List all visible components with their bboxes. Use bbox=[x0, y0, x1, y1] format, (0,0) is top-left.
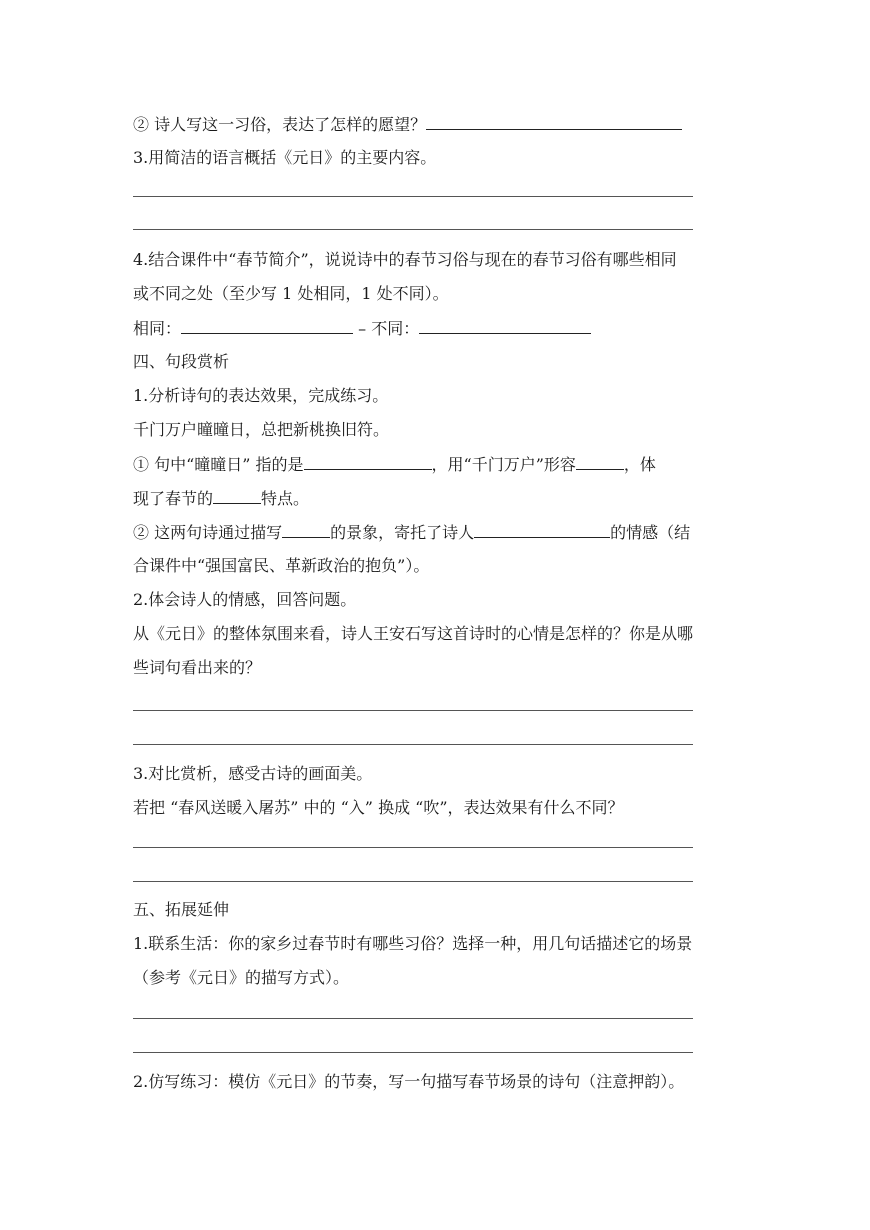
answer-line[interactable] bbox=[133, 710, 693, 711]
question-text: 1.联系生活：你的家乡过春节时有哪些习俗？选择一种，用几句话描述它的场景 bbox=[133, 934, 693, 953]
question-text: ，用“千门万户”形容 bbox=[431, 455, 576, 474]
same-label: 相同： bbox=[133, 319, 182, 338]
question-text: 从《元日》的整体氛围来看，诗人王安石写这首诗时的心情是怎样的？你是从哪 bbox=[133, 624, 694, 643]
question-line bbox=[133, 453, 656, 476]
answer-line[interactable] bbox=[133, 1052, 693, 1053]
answer-blank[interactable] bbox=[213, 487, 261, 504]
answer-line[interactable] bbox=[133, 744, 693, 745]
question-heading bbox=[133, 249, 677, 271]
question-text: 或不同之处（至少写 1 处相同，1 处不同）。 bbox=[133, 284, 449, 303]
question-text: ② 诗人写这一习俗，表达了怎样的愿望？ bbox=[133, 115, 427, 134]
answer-line[interactable] bbox=[133, 881, 693, 882]
answer-line[interactable] bbox=[133, 1018, 693, 1019]
question-text: 1.分析诗句的表达效果，完成练习。 bbox=[133, 386, 389, 405]
question-heading bbox=[133, 589, 356, 611]
question-text: 2.体会诗人的情感，回答问题。 bbox=[133, 590, 357, 609]
question-text-line bbox=[133, 283, 449, 305]
question-heading bbox=[133, 933, 692, 955]
question-text: ① 句中“曈曈日” 指的是 bbox=[133, 455, 304, 474]
same-answer-blank[interactable] bbox=[181, 317, 353, 334]
section-title-text: 四、句段赏析 bbox=[133, 352, 230, 371]
diff-label: 不同： bbox=[371, 319, 420, 338]
question-text: ② 这两句诗通过描写 bbox=[133, 523, 283, 542]
question-heading bbox=[133, 1071, 684, 1093]
question-text-line bbox=[133, 623, 693, 645]
question-text-line bbox=[133, 657, 261, 679]
question-text: 的情感（结 bbox=[610, 523, 691, 542]
separator: – bbox=[353, 319, 372, 338]
compare-answer-line bbox=[133, 317, 591, 340]
question-text: 些词句看出来的？ bbox=[133, 658, 262, 677]
poem-line bbox=[133, 419, 389, 441]
diff-answer-blank[interactable] bbox=[419, 317, 591, 334]
question-line bbox=[133, 521, 690, 544]
question-text: 3.对比赏析，感受古诗的画面美。 bbox=[133, 764, 373, 783]
answer-line[interactable] bbox=[133, 229, 693, 230]
question-text-line bbox=[133, 967, 349, 989]
answer-blank[interactable] bbox=[282, 521, 330, 538]
question-text: 4.结合课件中“春节简介”，说说诗中的春节习俗与现在的春节习俗有哪些相同 bbox=[133, 250, 677, 269]
question-text: 合课件中“强国富民、革新政治的抱负”）。 bbox=[133, 556, 430, 575]
answer-blank[interactable] bbox=[576, 453, 624, 470]
question-text: 3.用简洁的语言概括《元日》的主要内容。 bbox=[133, 148, 437, 167]
question-text-line bbox=[133, 797, 624, 819]
question-line bbox=[133, 555, 429, 577]
question-line bbox=[133, 487, 309, 510]
question-heading bbox=[133, 147, 436, 169]
section-title bbox=[133, 899, 229, 921]
answer-line[interactable] bbox=[133, 847, 693, 848]
answer-blank[interactable] bbox=[426, 113, 682, 130]
question-heading bbox=[133, 763, 372, 785]
section-title-text: 五、拓展延伸 bbox=[133, 900, 230, 919]
question-text: 若把 “春风送暖入屠苏” 中的 “入” 换成 “吹”，表达效果有什么不同？ bbox=[133, 798, 624, 817]
question-text: 特点。 bbox=[261, 489, 310, 508]
answer-line[interactable] bbox=[133, 196, 693, 197]
question-text: ，体 bbox=[623, 455, 656, 474]
question-heading bbox=[133, 385, 388, 407]
section-title bbox=[133, 351, 229, 373]
question-text: 的景象，寄托了诗人 bbox=[330, 523, 475, 542]
question-text: 2.仿写练习：模仿《元日》的节奏，写一句描写春节场景的诗句（注意押韵）。 bbox=[133, 1072, 685, 1091]
question-text: 现了春节的 bbox=[133, 489, 214, 508]
question-text: （参考《元日》的描写方式）。 bbox=[133, 968, 350, 987]
poem-text: 千门万户曈曈日，总把新桃换旧符。 bbox=[133, 420, 390, 439]
question-line bbox=[133, 113, 682, 136]
answer-blank[interactable] bbox=[304, 453, 432, 470]
answer-blank[interactable] bbox=[474, 521, 610, 538]
